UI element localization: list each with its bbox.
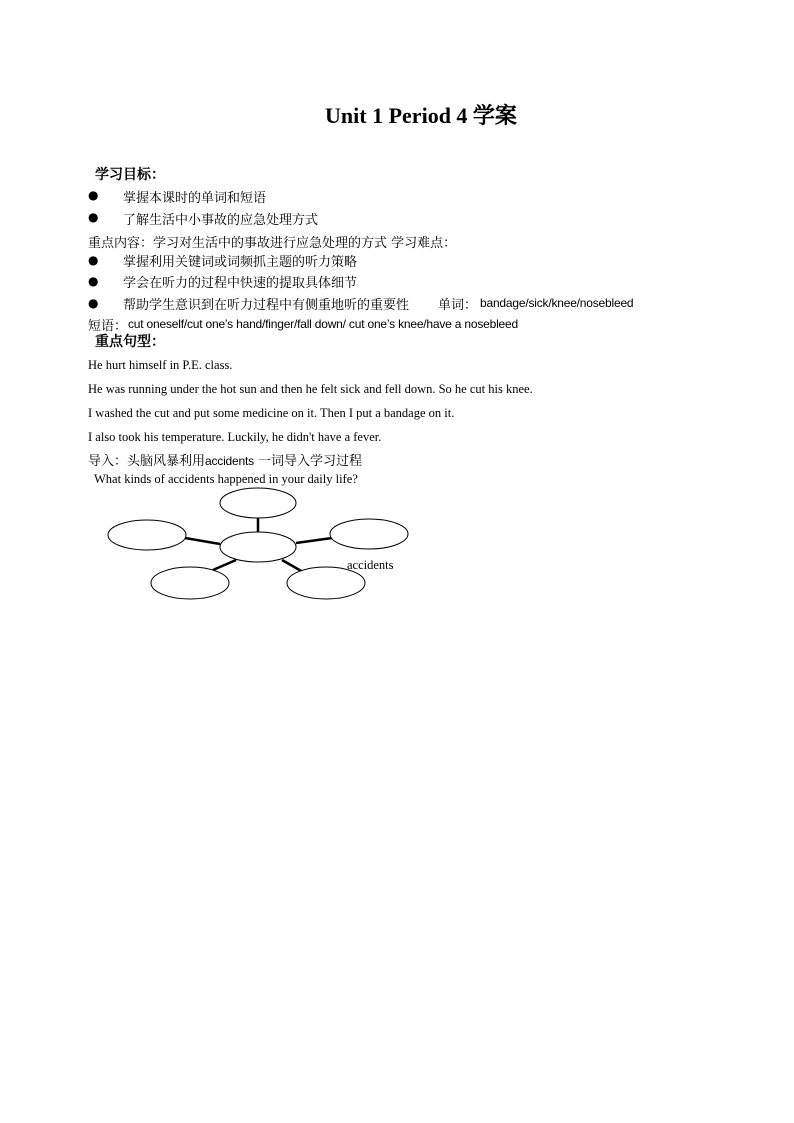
objective-item: 掌握本课时的单词和短语 [123, 191, 267, 206]
page-title: Unit 1 Period 4 学案 [325, 103, 517, 128]
bullet-icon: ● [88, 274, 99, 288]
connector-bottom-left [213, 560, 236, 570]
lead-in-label: 导入：头脑风暴利用 [88, 454, 206, 469]
difficulty-item: 帮助学生意识到在听力过程中有侧重地听的重要性 [123, 298, 410, 313]
lead-in-question: What kinds of accidents happened in your daily life? [94, 472, 358, 486]
objective-item: 了解生活中小事故的应急处理方式 [123, 213, 319, 228]
phrases-list: cut oneself/cut one’s hand/finger/fall down/ cut one’s knee/have a nosebleed [128, 317, 518, 331]
bullet-icon: ● [88, 210, 99, 224]
sentence-line: I also took his temperature. Luckily, he didn't have a fever. [88, 430, 382, 444]
sentences-heading: 重点句型： [95, 334, 165, 350]
lead-in-keyword: accidents [205, 454, 254, 468]
words-label: 单词： [438, 298, 478, 313]
mind-map-center-label: accidents [347, 558, 394, 572]
sentence-line: I washed the cut and put some medicine on it. Then I put a bandage on it. [88, 406, 455, 420]
mind-map-node-bottom-left [151, 567, 229, 599]
sentence-line: He hurt himself in P.E. class. [88, 358, 233, 372]
sentence-line: He was running under the hot sun and then he felt sick and fell down. So he cut his knee. [88, 382, 533, 396]
connector-right [296, 538, 332, 543]
connector-bottom-right [282, 560, 303, 572]
connector-left [185, 538, 220, 544]
bullet-icon: ● [88, 296, 99, 310]
difficulty-item: 学会在听力的过程中快速的提取具体细节 [123, 276, 358, 291]
lead-in-rest: 一词导入学习过程 [253, 454, 363, 469]
words-list: bandage/sick/knee/nosebleed [480, 296, 634, 310]
mind-map-center [220, 532, 296, 562]
phrases-label: 短语： [88, 319, 128, 334]
key-content-label: 重点内容：学习对生活中的事故进行应急处理的方式 学习难点： [88, 236, 457, 251]
difficulty-item: 掌握利用关键词或词频抓主题的听力策略 [123, 255, 358, 270]
mind-map-node-left [108, 520, 186, 550]
mind-map-node-right [330, 519, 408, 549]
bullet-icon: ● [88, 188, 99, 202]
objectives-heading: 学习目标： [95, 167, 165, 183]
bullet-icon: ● [88, 253, 99, 267]
mind-map-node-top [220, 488, 296, 518]
